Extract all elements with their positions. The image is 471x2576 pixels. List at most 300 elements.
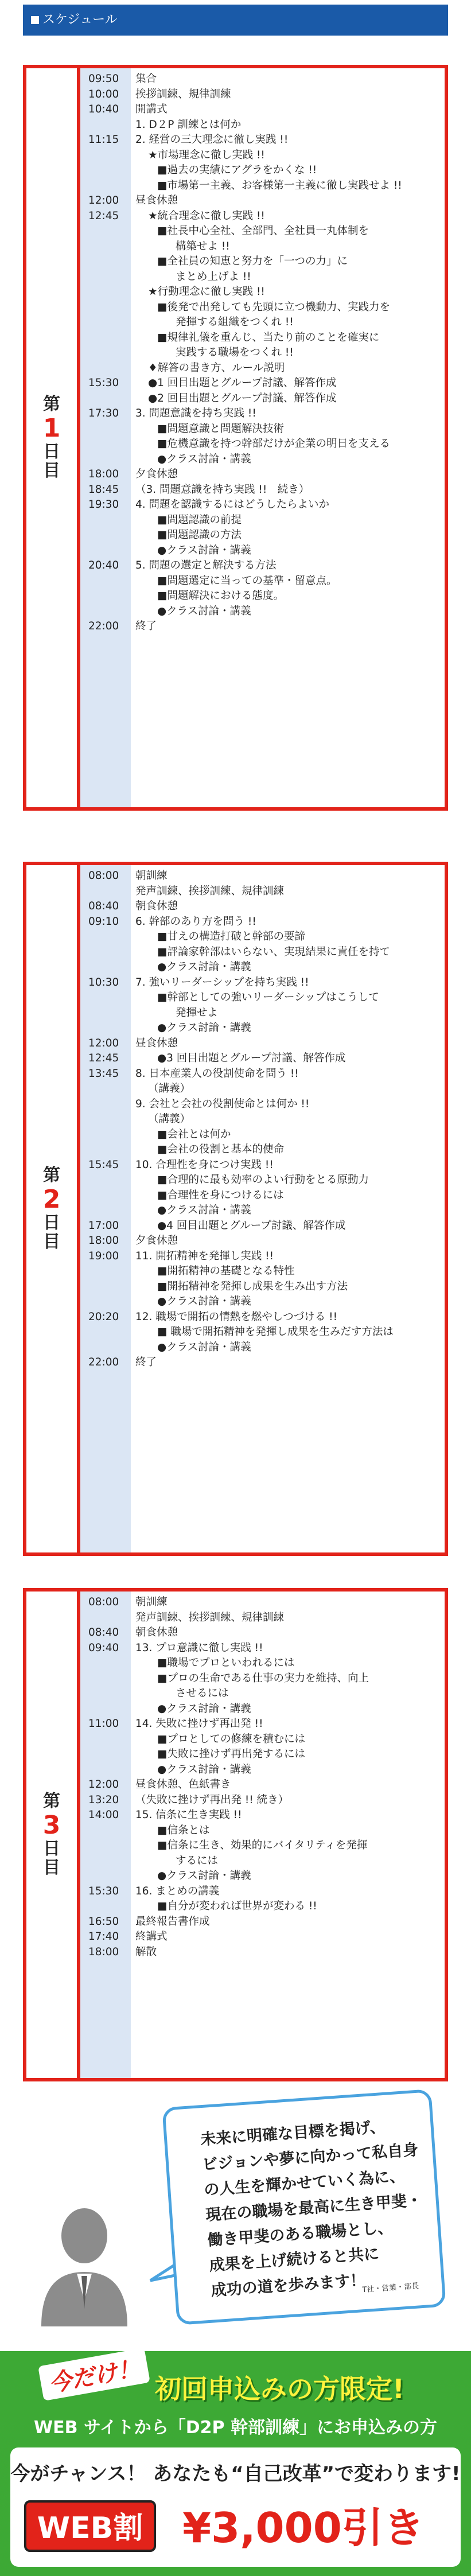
- schedule-time: 12:00: [88, 194, 119, 207]
- web-discount-badge: WEB割: [24, 2500, 156, 2552]
- schedule-row: [80, 1127, 441, 1143]
- schedule-item: ■後発で出発しても先頭に立つ機動力、実践力を: [157, 301, 390, 313]
- schedule-time: 18:00: [88, 468, 119, 480]
- schedule-time: 22:00: [88, 620, 119, 632]
- schedule-time: 18:45: [88, 483, 119, 496]
- schedule-item: 実践する職場をつくれ !!: [176, 347, 294, 359]
- schedule-row: [80, 1762, 441, 1778]
- day-label-suffix: 日: [43, 441, 60, 462]
- schedule-item: ■問題解決における態度。: [157, 590, 284, 602]
- schedule-row: [80, 1717, 441, 1732]
- schedule-time: [80, 1671, 131, 1687]
- schedule-time: 11:15: [88, 134, 119, 146]
- schedule-time: 17:00: [88, 1219, 119, 1232]
- day-label-suffix: 日: [43, 1212, 60, 1233]
- schedule-time: 15:30: [88, 1885, 119, 1897]
- schedule-time: [80, 1097, 131, 1112]
- testimonial-signature: T社・営業・部長: [361, 2282, 419, 2295]
- schedule-time: 15:30: [88, 377, 119, 389]
- schedule-item: 朝食休憩: [135, 900, 178, 912]
- schedule-time: [80, 163, 131, 178]
- schedule-row: [80, 87, 441, 103]
- schedule-item: ●クラス討論・講義: [157, 605, 251, 617]
- schedule-time: [80, 1610, 131, 1626]
- schedule-row: [80, 209, 441, 224]
- schedule-item: ●クラス討論・講義: [157, 1022, 251, 1034]
- schedule-row: [80, 1036, 441, 1052]
- schedule-item: 9. 会社と会社の役割使命とは何か !!: [135, 1098, 310, 1110]
- schedule-row: [80, 239, 441, 255]
- schedule-row: [80, 118, 441, 133]
- schedule-item: （講義）: [148, 1113, 191, 1125]
- schedule-time: [80, 118, 131, 133]
- schedule-item: ■規律礼儀を重んじ、当たり前のことを確実に: [157, 331, 380, 344]
- schedule-row: [80, 945, 441, 960]
- schedule-row: [80, 1325, 441, 1340]
- schedule-time: 15:45: [88, 1158, 119, 1171]
- schedule-row: [80, 300, 441, 316]
- schedule-item: 13. プロ意識に徹し実践 !!: [135, 1641, 263, 1654]
- schedule-item: ■合理性を身につけるには: [157, 1189, 284, 1201]
- testimonial-line: 成果を上げ続けると共に: [208, 2245, 380, 2275]
- schedule-row: [80, 406, 441, 422]
- day-3-schedule: [23, 1588, 448, 2081]
- schedule-item: （講義）: [148, 1083, 191, 1095]
- schedule-item: 開講式: [135, 103, 168, 115]
- schedule-item: 2. 経営の三大理念に徹し実践 !!: [135, 134, 289, 146]
- schedule-row: [80, 884, 441, 900]
- day-2-label: [26, 865, 80, 1552]
- promo-chance-text: 今がチャンス！ あなたも“自己改革”で変わります!: [10, 2462, 461, 2485]
- day-label-suffix: 目: [43, 1232, 60, 1252]
- schedule-time: 13:20: [88, 1793, 119, 1806]
- schedule-time: [80, 1762, 131, 1778]
- schedule-time: 10:40: [88, 103, 119, 115]
- day-label-suffix: 日: [43, 1838, 60, 1859]
- schedule-item: （失敗に挫けず再出発 !! 続き）: [135, 1793, 289, 1806]
- schedule-row: [80, 1808, 441, 1823]
- schedule-time: 18:00: [88, 1945, 119, 1958]
- schedule-row: [80, 1188, 441, 1204]
- schedule-row: [80, 361, 441, 376]
- promo-panel: [10, 2447, 461, 2567]
- schedule-item: まとめ上げよ !!: [176, 270, 251, 283]
- schedule-row: [80, 285, 441, 300]
- schedule-row: [80, 1595, 441, 1610]
- schedule-item: 10. 合理性を身につけ実践 !!: [135, 1158, 274, 1171]
- schedule-time: [80, 224, 131, 239]
- schedule-item: 8. 日本産業人の役割使命を問う !!: [135, 1067, 299, 1080]
- schedule-item: 終講式: [135, 1931, 168, 1943]
- schedule-item: 3. 問題意識を持ち実践 !!: [135, 407, 256, 419]
- schedule-time: [80, 1006, 131, 1021]
- schedule-item: 12. 職場で開拓の情熱を燃やしつづける !!: [135, 1310, 338, 1323]
- schedule-row: [80, 604, 441, 620]
- schedule-item: ●クラス討論・講義: [157, 1870, 251, 1882]
- schedule-item: ●クラス討論・講義: [157, 961, 251, 973]
- schedule-time: 22:00: [88, 1356, 119, 1368]
- schedule-row: [80, 1929, 441, 1945]
- schedule-row: [80, 102, 441, 118]
- schedule-time: 13:45: [88, 1067, 119, 1080]
- schedule-row: [80, 1732, 441, 1748]
- schedule-item: （3. 問題意識を持ち実践 !! 続き）: [135, 483, 310, 496]
- schedule-time: 16:50: [88, 1915, 119, 1928]
- schedule-row: [80, 148, 441, 164]
- schedule-row: [80, 1142, 441, 1158]
- schedule-item: ■問題認識の方法: [157, 529, 242, 541]
- testimonial-line: 未来に明確な目標を掲げ、: [200, 2118, 386, 2149]
- schedule-item: ■会社の役割と基本的使命: [157, 1143, 284, 1155]
- schedule-time: 09:10: [88, 915, 119, 928]
- schedule-time: [80, 574, 131, 589]
- schedule-time: [80, 945, 131, 960]
- schedule-row: [80, 1294, 441, 1310]
- schedule-item: ●クラス討論・講義: [157, 544, 251, 557]
- promo-headline: [155, 2368, 404, 2406]
- schedule-time: [80, 1127, 131, 1143]
- schedule-item: ■問題意識と問題解決技術: [157, 422, 284, 435]
- schedule-row: [80, 1021, 441, 1036]
- schedule-header: [23, 5, 448, 36]
- schedule-row: [80, 1355, 441, 1371]
- schedule-time: [80, 1325, 131, 1340]
- schedule-time: [80, 300, 131, 316]
- day-3-label: [26, 1591, 80, 2078]
- schedule-row: [80, 1625, 441, 1641]
- schedule-time: [80, 929, 131, 945]
- promo-headline-text: 初回申込みの方限定!: [155, 2373, 404, 2404]
- day-1-label: [26, 68, 80, 807]
- schedule-row: [80, 1641, 441, 1656]
- day-2-schedule: [23, 862, 448, 1556]
- schedule-time: [80, 1899, 131, 1915]
- schedule-row: [80, 270, 441, 285]
- schedule-time: 17:40: [88, 1931, 119, 1943]
- schedule-item: ★統合理念に徹し実践 !!: [148, 209, 265, 222]
- schedule-time: 08:40: [88, 900, 119, 912]
- schedule-time: 19:00: [88, 1250, 119, 1262]
- schedule-item: ●クラス討論・講義: [157, 1763, 251, 1776]
- schedule-row: [80, 1249, 441, 1264]
- schedule-item: 構築せよ !!: [176, 240, 230, 252]
- schedule-row: [80, 528, 441, 543]
- schedule-time: [80, 239, 131, 255]
- schedule-row: [80, 1051, 441, 1067]
- schedule-time: [80, 330, 131, 346]
- schedule-row: [80, 345, 441, 361]
- schedule-item: 5. 問題の選定と解決する方法: [135, 559, 277, 571]
- schedule-time: [80, 148, 131, 164]
- schedule-time: 17:30: [88, 407, 119, 419]
- schedule-time: 10:30: [88, 976, 119, 989]
- schedule-row: [80, 1686, 441, 1702]
- schedule-row: [80, 254, 441, 270]
- schedule-item: ■信条とは: [157, 1824, 210, 1836]
- person-silhouette-icon: [36, 2200, 133, 2326]
- schedule-row: [80, 72, 441, 87]
- schedule-item: ■甘えの構造打破と幹部の要諦: [157, 931, 305, 943]
- schedule-row: [80, 163, 441, 178]
- day-label-number: 3: [42, 1810, 61, 1840]
- schedule-time: [80, 1294, 131, 1310]
- schedule-row: [80, 1219, 441, 1234]
- schedule-item: 15. 信条に生き実践 !!: [135, 1809, 242, 1821]
- schedule-item: 朝訓練: [135, 870, 168, 882]
- day-label-prefix: 第: [43, 1165, 60, 1185]
- schedule-time: [80, 528, 131, 543]
- schedule-item: ■市場第一主義、お客様第一主義に徹し実践せよ !!: [157, 179, 402, 192]
- schedule-item: ●クラス討論・講義: [157, 1295, 251, 1308]
- schedule-time: [80, 1279, 131, 1295]
- schedule-item: ■問題認識の前提: [157, 513, 242, 526]
- schedule-time: [80, 315, 131, 330]
- schedule-row: [80, 1869, 441, 1884]
- schedule-time: [80, 1188, 131, 1204]
- schedule-row: [80, 1264, 441, 1279]
- day-1-schedule: [23, 65, 448, 811]
- discount-price: ¥3,000引き: [182, 2504, 425, 2552]
- schedule-item: ■開拓精神を発揮し成果を生み出す方法: [157, 1280, 348, 1293]
- schedule-item: 1. D２P 訓練とは何か: [135, 118, 242, 131]
- schedule-item: ■会社とは何か: [157, 1128, 231, 1141]
- schedule-time: [80, 589, 131, 604]
- schedule-row: [80, 929, 441, 945]
- schedule-item: 昼食休憩、色紙書き: [135, 1779, 231, 1791]
- schedule-time: [80, 254, 131, 270]
- schedule-item: 朝訓練: [135, 1596, 168, 1608]
- schedule-row: [80, 1310, 441, 1325]
- schedule-row: [80, 990, 441, 1006]
- schedule-title: スケジュール: [42, 13, 118, 27]
- schedule-time: [80, 990, 131, 1006]
- schedule-time: 11:00: [88, 1718, 119, 1730]
- schedule-item: ■評論家幹部はいらない、実現結果に責任を持て: [157, 945, 390, 958]
- promo-subtitle: WEB サイトから「D2P 幹部訓練」にお申込みの方: [33, 2418, 437, 2438]
- schedule-item: 解散: [135, 1945, 157, 1958]
- schedule-row: [80, 915, 441, 930]
- schedule-item: ●3 回目出題とグループ討議、解答作成: [157, 1052, 346, 1064]
- schedule-time: 09:50: [88, 73, 119, 85]
- schedule-item: 6. 幹部のあり方を問う !!: [135, 915, 256, 928]
- schedule-time: 14:00: [88, 1809, 119, 1821]
- schedule-time: [80, 1081, 131, 1097]
- schedule-row: [80, 1945, 441, 1960]
- schedule-time: 12:00: [88, 1037, 119, 1049]
- schedule-row: [80, 133, 441, 148]
- schedule-row: [80, 178, 441, 194]
- schedule-time: [80, 1142, 131, 1158]
- schedule-item: ★市場理念に徹し実践 !!: [148, 149, 265, 161]
- schedule-row: [80, 1671, 441, 1687]
- schedule-row: [80, 589, 441, 604]
- schedule-time: [80, 543, 131, 559]
- schedule-item: 発声訓練、挨拶訓練、規律訓練: [135, 885, 285, 897]
- schedule-item: ■ 職場で開拓精神を発揮し成果を生みだす方法は: [157, 1326, 394, 1338]
- schedule-time: [80, 1823, 131, 1839]
- schedule-time: [80, 1264, 131, 1279]
- schedule-row: [80, 391, 441, 407]
- schedule-time: [80, 1173, 131, 1188]
- schedule-row: [80, 224, 441, 239]
- schedule-row: [80, 193, 441, 209]
- day-3-rows: [80, 1595, 441, 1960]
- schedule-row: [80, 1777, 441, 1793]
- schedule-time: [80, 1747, 131, 1762]
- schedule-item: ■職場でプロといわれるには: [157, 1657, 295, 1669]
- schedule-row: [80, 1793, 441, 1808]
- schedule-time: 12:45: [88, 1052, 119, 1064]
- schedule-time: [80, 1869, 131, 1884]
- promo-banner[interactable]: [0, 2351, 471, 2576]
- schedule-row: [80, 1915, 441, 1930]
- schedule-item: ♦解答の書き方、ルール説明: [148, 361, 285, 374]
- schedule-item: ■社長中心全社、全部門、全社員一丸体制を: [157, 225, 369, 237]
- schedule-row: [80, 330, 441, 346]
- schedule-time: [80, 604, 131, 620]
- schedule-row: [80, 619, 441, 635]
- schedule-row: [80, 513, 441, 528]
- schedule-item: ■信条に生き、効果的にバイタリティを発揮: [157, 1839, 368, 1851]
- schedule-row: [80, 1158, 441, 1173]
- schedule-time: [80, 361, 131, 376]
- schedule-row: [80, 558, 441, 574]
- schedule-item: 発揮せよ: [176, 1006, 219, 1019]
- schedule-row: [80, 543, 441, 559]
- schedule-time: [80, 1656, 131, 1671]
- schedule-time: [80, 437, 131, 452]
- schedule-item: 4. 問題を認識するにはどうしたらよいか: [135, 499, 330, 511]
- schedule-item: 挨拶訓練、規律訓練: [135, 88, 231, 100]
- schedule-time: [80, 960, 131, 975]
- schedule-row: [80, 1203, 441, 1219]
- schedule-item: ★行動理念に徹し実践 !!: [148, 286, 265, 298]
- schedule-row: [80, 422, 441, 437]
- schedule-row: [80, 899, 441, 915]
- schedule-row: [80, 482, 441, 498]
- schedule-row: [80, 1823, 441, 1839]
- schedule-time: [80, 285, 131, 300]
- schedule-time: [80, 513, 131, 528]
- square-icon: [31, 16, 39, 24]
- schedule-item: 昼食休憩: [135, 194, 178, 207]
- schedule-row: [80, 1656, 441, 1671]
- schedule-item: ●クラス討論・講義: [157, 453, 251, 465]
- schedule-row: [80, 1899, 441, 1915]
- schedule-item: 集合: [135, 73, 157, 85]
- schedule-time: [80, 452, 131, 468]
- schedule-time: [80, 178, 131, 194]
- day-label-number: 1: [42, 413, 61, 443]
- testimonial-line: 働き甲斐のある職場とし、: [207, 2219, 394, 2250]
- schedule-item: ■幹部としての強いリーダーシップはこうして: [157, 991, 379, 1003]
- schedule-row: [80, 1838, 441, 1854]
- schedule-time: [80, 1838, 131, 1854]
- schedule-item: ●2 回目出題とグループ討議、解答作成: [148, 392, 337, 404]
- schedule-time: [80, 1203, 131, 1219]
- schedule-time: [80, 1340, 131, 1356]
- day-1-rows: [80, 72, 441, 635]
- schedule-row: [80, 452, 441, 468]
- schedule-item: するには: [176, 1854, 219, 1867]
- schedule-time: [80, 1854, 131, 1869]
- schedule-time: 08:00: [88, 870, 119, 882]
- schedule-row: [80, 1884, 441, 1900]
- schedule-item: ■合理的に最も効率のよい行動をとる原動力: [157, 1174, 369, 1186]
- schedule-item: 14. 失敗に挫けず再出発 !!: [135, 1718, 263, 1730]
- schedule-item: 夕食休憩: [135, 468, 178, 480]
- schedule-row: [80, 315, 441, 330]
- schedule-item: ●4 回目出題とグループ討議、解答作成: [157, 1219, 346, 1232]
- schedule-time: 09:40: [88, 1641, 119, 1654]
- schedule-time: [80, 1702, 131, 1717]
- schedule-item: 夕食休憩: [135, 1235, 178, 1247]
- testimonial-line: の人生を輝かせていく為に、: [203, 2167, 406, 2200]
- schedule-item: 発揮する組織をつくれ !!: [176, 316, 294, 328]
- schedule-row: [80, 1747, 441, 1762]
- schedule-row: [80, 960, 441, 975]
- schedule-item: 終了: [135, 1356, 157, 1368]
- schedule-item: ●クラス討論・講義: [157, 1702, 251, 1715]
- schedule-time: 08:00: [88, 1596, 119, 1608]
- schedule-row: [80, 1112, 441, 1127]
- schedule-row: [80, 1173, 441, 1188]
- schedule-row: [80, 869, 441, 884]
- schedule-item: ■失敗に挫けず再出発するには: [157, 1748, 305, 1760]
- schedule-item: 終了: [135, 620, 157, 632]
- schedule-row: [80, 1081, 441, 1097]
- testimonial-bubble: [162, 2089, 446, 2325]
- schedule-time: 12:00: [88, 1779, 119, 1791]
- day-2-rows: [80, 869, 441, 1371]
- testimonial-line: ビジョンや夢に向かって私自身: [201, 2141, 419, 2174]
- schedule-item: ●クラス討論・講義: [157, 1341, 251, 1353]
- testimonial-line: 成功の道を歩みます！: [210, 2271, 367, 2300]
- schedule-row: [80, 1340, 441, 1356]
- now-only-badge: 今だけ！: [38, 2348, 150, 2401]
- schedule-item: 朝食休憩: [135, 1626, 178, 1639]
- schedule-item: 最終報告書作成: [135, 1915, 210, 1928]
- schedule-row: [80, 975, 441, 991]
- schedule-item: させるには: [176, 1687, 229, 1699]
- schedule-item: ■危機意識を持つ幹部だけが企業の明日を支える: [157, 438, 390, 450]
- schedule-time: 10:00: [88, 88, 119, 100]
- schedule-row: [80, 437, 441, 452]
- schedule-row: [80, 1067, 441, 1082]
- schedule-row: [80, 1233, 441, 1249]
- schedule-row: [80, 1610, 441, 1626]
- schedule-row: [80, 1279, 441, 1295]
- schedule-item: 11. 開拓精神を発揮し実践 !!: [135, 1250, 274, 1262]
- day-label-prefix: 第: [43, 394, 60, 414]
- schedule-row: [80, 574, 441, 589]
- schedule-item: 発声訓練、挨拶訓練、規律訓練: [135, 1611, 285, 1624]
- schedule-item: 昼食休憩: [135, 1037, 178, 1049]
- schedule-time: [80, 1021, 131, 1036]
- schedule-time: 19:30: [88, 499, 119, 511]
- schedule-time: 20:40: [88, 559, 119, 571]
- schedule-item: ■自分が変われば世界が変わる !!: [157, 1900, 317, 1912]
- schedule-time: [80, 345, 131, 361]
- day-label-suffix: 目: [43, 1858, 60, 1878]
- schedule-time: [80, 391, 131, 407]
- schedule-time: [80, 1112, 131, 1127]
- schedule-time: 20:20: [88, 1310, 119, 1323]
- schedule-item: 7. 強いリーダーシップを持ち実践 !!: [135, 976, 309, 989]
- schedule-item: ●1 回目出題とグループ討議、解答作成: [148, 377, 337, 389]
- schedule-row: [80, 467, 441, 482]
- schedule-time: [80, 270, 131, 285]
